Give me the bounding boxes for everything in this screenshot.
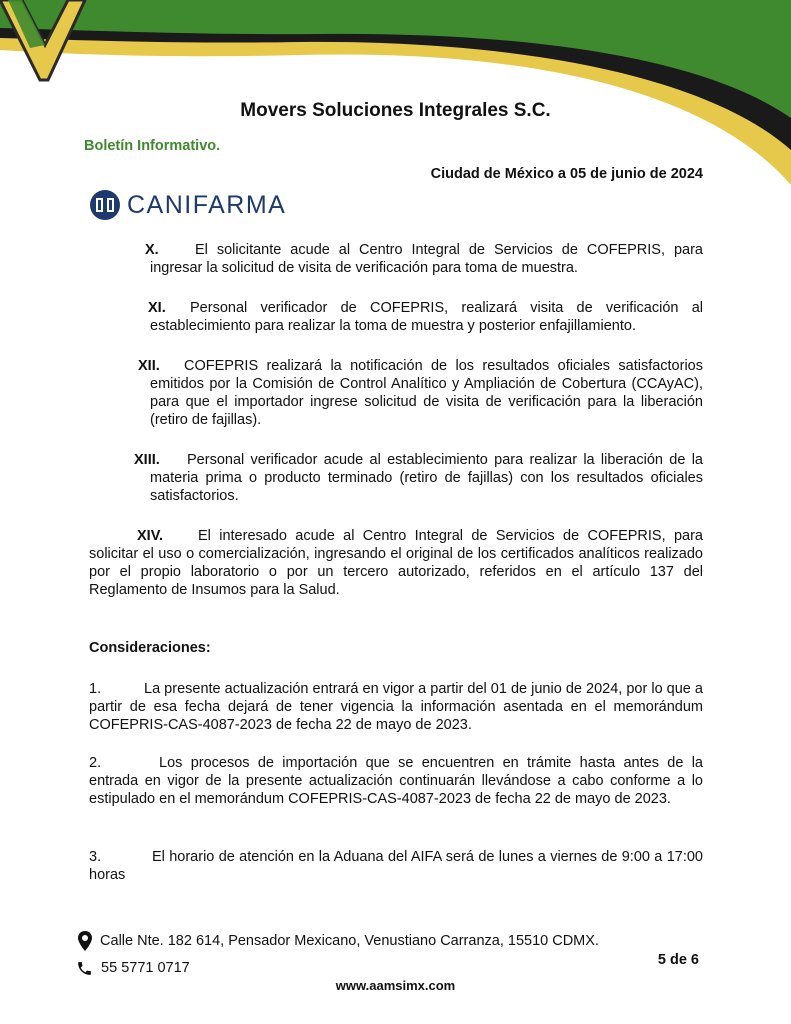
canifarma-text: CANIFARMA	[127, 190, 287, 219]
consideration-text: El horario de atención en la Aduana del AIFA será de lunes a viernes de 9:00 a 17:00 horas	[89, 849, 703, 883]
date-line: Ciudad de México a 05 de junio de 2024	[430, 166, 703, 182]
step-item	[138, 357, 703, 429]
step-text: Personal verificador de COFEPRIS, realizará visita de verificación al establecimiento para realizar la toma de muestra y posterior enfajillamiento.	[150, 300, 703, 334]
step-text: El solicitante acude al Centro Integral de Servicios de COFEPRIS, para ingresar la solicitud de visita de verificación para toma de muestra.	[150, 242, 703, 276]
footer-address	[78, 931, 599, 951]
step-text: El interesado acude al Centro Integral de Servicios de COFEPRIS, para solicitar el uso o comercialización, ingresando el original de los certificados analíticos realizado por el propio laboratorio o por un tercero autorizado, referidos en el artículo 137 del Reglamento de Insumos para la Salud.	[89, 528, 703, 598]
step-number: XI.	[148, 300, 166, 316]
consideration-text: La presente actualización entrará en vigor a partir del 01 de junio de 2024, por lo que a partir de esa fecha dejará de tener vigencia la información asentada en el memorándum COFEPRIS-CAS-4087-2023 de fecha 22 de mayo de 2023.	[89, 681, 703, 733]
step-text: COFEPRIS realizará la notificación de los resultados oficiales satisfactorios emitidos por la Comisión de Control Analítico y Ampliación de Cobertura (CCAyAC), para que el importador ingrese solicitud de visita de verificación para la liberación (retiro de fajillas).	[150, 358, 703, 428]
location-pin-icon	[78, 931, 92, 951]
canifarma-icon	[89, 189, 121, 221]
step-item	[145, 241, 703, 277]
address-text: Calle Nte. 182 614, Pensador Mexicano, Venustiano Carranza, 15510 CDMX.	[100, 932, 599, 949]
step-item	[134, 451, 703, 505]
phone-text: 55 5771 0717	[101, 960, 190, 977]
canifarma-logo	[89, 188, 286, 222]
consideration-item	[89, 754, 703, 808]
company-logo-icon	[0, 0, 90, 85]
consideration-number: 2.	[89, 755, 102, 771]
page-number: 5 de 6	[657, 952, 699, 968]
bulletin-label: Boletín Informativo.	[84, 138, 221, 154]
step-text: Personal verificador acude al establecimiento para realizar la liberación de la materia prima o producto terminado (retiro de fajillas) con los resultados oficiales satisfactorios.	[150, 452, 703, 504]
step-number: XIII.	[134, 452, 160, 468]
step-item	[89, 527, 703, 599]
step-number: XIV.	[137, 528, 164, 544]
consideration-text: Los procesos de importación que se encuentren en trámite hasta antes de la entrada en vigor de la presente actualización continuarán llevándose a cabo conforme a lo estipulado en el memorándum COFEPRIS-CAS-4087-2023 de fecha 22 de mayo de 2023.	[89, 755, 703, 807]
footer-phone	[76, 960, 190, 977]
step-number: X.	[145, 242, 159, 258]
step-number: XII.	[138, 358, 160, 374]
consideration-number: 1.	[89, 681, 102, 697]
considerations-title: Consideraciones:	[89, 640, 211, 656]
consideration-item	[89, 848, 703, 884]
phone-icon	[76, 960, 93, 977]
step-item	[150, 299, 703, 335]
consideration-number: 3.	[89, 849, 102, 865]
consideration-item	[89, 680, 703, 734]
company-name: Movers Soluciones Integrales S.C.	[240, 100, 551, 121]
website-link[interactable]: www.aamsimx.com	[335, 978, 456, 993]
